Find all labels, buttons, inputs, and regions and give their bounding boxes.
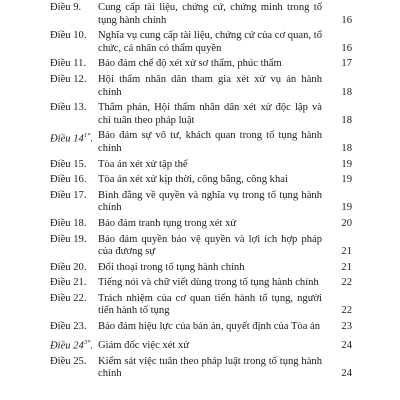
article-title: Bảo đảm sự vô tư, khách quan trong tố tụng hành chính	[98, 130, 322, 154]
article-title: Bảo đảm hiệu lực của bản án, quyết định của Tòa án	[98, 321, 321, 333]
page-number: 18	[341, 114, 352, 126]
article-number	[50, 234, 98, 247]
toc-entry	[50, 159, 352, 172]
article-title: Trách nhiệm của cơ quan tiến hành tố tụng, người tiến hành tố tụng	[98, 292, 322, 317]
toc-entry	[50, 277, 352, 290]
article-number	[50, 190, 98, 203]
article-number-text: Điều 9.	[50, 2, 82, 13]
page-number: 23	[341, 321, 352, 333]
article-title: Bảo đảm chế độ xét xử sơ thẩm, phúc thẩm	[98, 58, 282, 70]
toc-entry	[50, 190, 352, 215]
toc-entry	[50, 130, 352, 155]
footnote-marker: 3*	[83, 338, 91, 346]
article-title: Giám đốc việc xét xử	[98, 340, 190, 352]
article-number	[50, 337, 98, 353]
article-title: Thẩm phán, Hội thẩm nhân dân xét xử độc lập và chỉ tuân theo pháp luật	[98, 102, 322, 126]
footnote-marker: 1*	[83, 132, 91, 140]
page-number: 19	[341, 202, 352, 214]
article-number-text: Điều 25.	[50, 355, 87, 367]
article-title: Tòa án xét xử tập thể	[98, 158, 188, 170]
toc-entry	[50, 234, 352, 259]
article-number-text: Điều 12.	[50, 73, 87, 85]
toc-entry	[50, 293, 352, 318]
article-number-text: Điều 14	[50, 133, 84, 145]
toc-entry	[50, 174, 352, 187]
article-number	[50, 174, 98, 187]
page-number: 19	[341, 158, 352, 170]
article-title: Bình đẳng về quyền và nghĩa vụ trong tố tụng hành chính	[98, 189, 322, 214]
toc-entry	[50, 30, 352, 55]
page-number: 21	[341, 246, 352, 258]
article-number-text: Điều 19.	[50, 233, 87, 245]
article-number-text: Điều 11.	[50, 58, 87, 70]
article-number-text: Điều 16.	[50, 174, 87, 186]
page-number: 24	[341, 368, 352, 380]
page-number: 16	[341, 42, 352, 54]
article-number	[50, 293, 98, 306]
article-title: Tòa án xét xử kịp thời, công bằng, công khai	[98, 174, 288, 186]
page-number: 18	[341, 86, 352, 98]
article-number-text: Điều 10.	[50, 30, 87, 42]
article-number-text: Điều 22.	[50, 292, 87, 304]
article-number-period: .	[90, 133, 93, 145]
page-number: 16	[341, 14, 352, 26]
article-number	[50, 356, 98, 369]
article-number-text: Điều 13.	[50, 102, 87, 114]
article-number	[50, 30, 98, 43]
article-number-text: Điều 18.	[50, 217, 87, 229]
page-number: 17	[341, 58, 352, 70]
toc-entry	[50, 102, 352, 127]
article-title: Kiểm sát việc tuân theo pháp luật trong tố tụng hành chính	[98, 355, 322, 380]
toc-entry	[50, 356, 352, 381]
article-number-text: Điều 20.	[50, 261, 87, 273]
toc-entry	[50, 321, 352, 334]
article-title: Bảo đảm quyền bảo vệ quyền và lợi ích hợp pháp của đương sự	[98, 233, 322, 258]
article-title: Tiếng nói và chữ viết dùng trong tố tụng hành chính	[98, 277, 319, 289]
article-number-period: .	[90, 340, 93, 352]
article-title: Hội thẩm nhân dân tham gia xét xử vụ án hành chính	[98, 73, 322, 98]
article-number	[50, 130, 98, 146]
page-number: 22	[341, 277, 352, 289]
page-number: 18	[341, 142, 352, 154]
page-number: 22	[341, 305, 352, 317]
article-number-text: Điều 21.	[50, 277, 87, 289]
article-number	[50, 74, 98, 87]
toc-entry	[50, 337, 352, 353]
article-number-text: Điều 23.	[50, 321, 87, 333]
article-title: Nghĩa vụ cung cấp tài liệu, chứng cứ của cơ quan, tổ chức, cá nhân có thẩm quyền	[98, 30, 322, 54]
page-number: 21	[341, 261, 352, 273]
article-title: Đối thoại trong tố tụng hành chính	[98, 261, 245, 273]
article-number-text: Điều 17.	[50, 189, 87, 201]
article-title: Bảo đảm tranh tụng trong xét xử	[98, 217, 237, 229]
article-number	[50, 58, 98, 71]
page-number: 19	[341, 174, 352, 186]
article-title: Cung cấp tài liệu, chứng cứ, chứng minh trong tố tụng hành chính	[98, 2, 322, 26]
article-number	[50, 218, 98, 231]
toc-entry	[50, 2, 352, 27]
toc-entry	[50, 74, 352, 99]
page-number: 24	[341, 340, 352, 352]
page-number: 20	[341, 217, 352, 229]
toc-entry	[50, 58, 352, 71]
article-number	[50, 102, 98, 115]
article-number	[50, 262, 98, 275]
article-number-text: Điều 24	[50, 340, 84, 352]
article-number	[50, 159, 98, 172]
article-number	[50, 277, 98, 290]
article-number	[50, 2, 98, 15]
toc-entry	[50, 262, 352, 275]
article-number-text: Điều 15.	[50, 158, 87, 170]
article-number	[50, 321, 98, 334]
toc-entry	[50, 218, 352, 231]
